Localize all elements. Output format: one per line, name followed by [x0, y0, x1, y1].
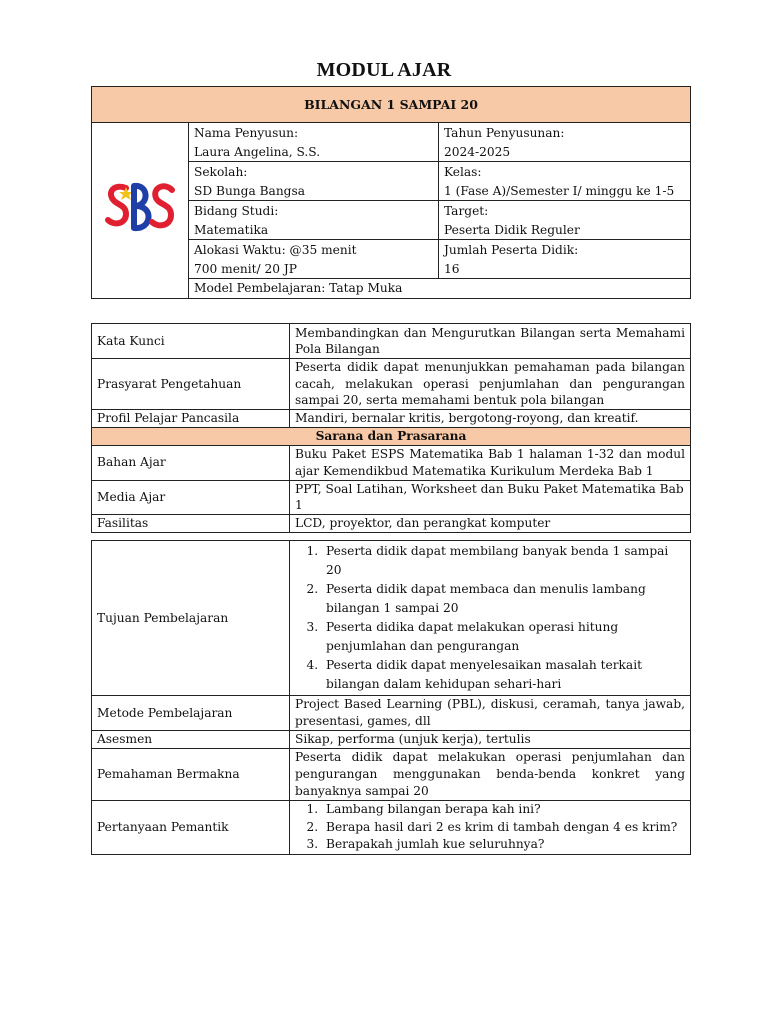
learning-table: [91, 540, 691, 855]
prasyarat-value: Peserta didik dapat menunjukkan pemahaman pada bilangan cacah, melakukan operasi penjumlahan dan pengurangan sampai 20, serta memahami bentuk pola bilangan: [290, 359, 691, 410]
pemahaman-value: Peserta didik dapat melakukan operasi penjumlahan dan pengurangan menggunakan benda-benda konkret yang banyaknya sampai 20: [290, 749, 691, 801]
metode-value: Project Based Learning (PBL), diskusi, ceramah, tanya jawab, presentasi, games, dll: [290, 696, 691, 731]
sekolah-value: SD Bunga Bangsa: [194, 183, 305, 198]
tujuan-item: 2. Peserta didik dapat membaca dan menulis lambang bilangan 1 sampai 20: [322, 580, 685, 618]
media-value: PPT, Soal Latihan, Worksheet dan Buku Paket Matematika Bab 1: [290, 480, 691, 514]
tahun-label: Tahun Penyusunan:: [444, 126, 565, 140]
alokasi-label: Alokasi Waktu: @35 menit: [194, 243, 357, 257]
kelas-value: 1 (Fase A)/Semester I/ minggu ke 1-5: [444, 183, 675, 198]
jumlah-cell: [439, 240, 691, 279]
tahun-value: 2024-2025: [444, 144, 511, 159]
topic-band: BILANGAN 1 SAMPAI 20: [92, 87, 691, 123]
sarana-heading: Sarana dan Prasarana: [92, 427, 691, 445]
bahan-value: Buku Paket ESPS Matematika Bab 1 halaman 1-32 dan modul ajar Kemendikbud Matematika Kurikulum Merdeka Bab 1: [290, 445, 691, 480]
pertanyaan-list: [295, 801, 685, 854]
sbs-logo-icon: [104, 178, 176, 238]
kata-kunci-label: Kata Kunci: [92, 324, 290, 359]
metode-label: Metode Pembelajaran: [92, 696, 290, 731]
bidang-value: Matematika: [194, 222, 269, 237]
bidang-label: Bidang Studi:: [194, 204, 279, 218]
kelas-label: Kelas:: [444, 165, 482, 179]
alokasi-value: 700 menit/ 20 JP: [194, 261, 297, 276]
asesmen-value: Sikap, performa (unjuk kerja), tertulis: [290, 731, 691, 749]
info-table: [91, 323, 691, 533]
asesmen-label: Asesmen: [92, 731, 290, 749]
penyusun-cell: [189, 123, 439, 162]
tujuan-item: 3. Peserta didika dapat melakukan operasi hitung penjumlahan dan pengurangan: [322, 618, 685, 656]
jumlah-value: 16: [444, 261, 460, 276]
tujuan-item: 4. Peserta didik dapat menyelesaikan masalah terkait bilangan dalam kehidupan sehari-hari: [322, 656, 685, 694]
target-label: Target:: [444, 204, 489, 218]
alokasi-cell: [189, 240, 439, 279]
jumlah-label: Jumlah Peserta Didik:: [444, 243, 579, 257]
sekolah-cell: [189, 162, 439, 201]
penyusun-value: Laura Angelina, S.S.: [194, 144, 321, 159]
profil-label: Profil Pelajar Pancasila: [92, 409, 290, 427]
profil-value: Mandiri, bernalar kritis, bergotong-royong, dan kreatif.: [290, 409, 691, 427]
kata-kunci-value: Membandingkan dan Mengurutkan Bilangan serta Memahami Pola Bilangan: [290, 324, 691, 359]
document-title: MODUL AJAR: [316, 59, 452, 81]
target-cell: [439, 201, 691, 240]
tujuan-list: [295, 542, 685, 694]
header-table: [91, 86, 691, 299]
pemahaman-label: Pemahaman Bermakna: [92, 749, 290, 801]
school-logo: [92, 123, 189, 299]
pertanyaan-label: Pertanyaan Pemantik: [92, 801, 290, 855]
target-value: Peserta Didik Reguler: [444, 222, 580, 237]
fasilitas-value: LCD, proyektor, dan perangkat komputer: [290, 514, 691, 532]
pertanyaan-cell: [290, 801, 691, 855]
kelas-cell: [439, 162, 691, 201]
bahan-label: Bahan Ajar: [92, 445, 290, 480]
tahun-cell: [439, 123, 691, 162]
penyusun-label: Nama Penyusun:: [194, 126, 299, 140]
tujuan-item: 1. Peserta didik dapat membilang banyak benda 1 sampai 20: [322, 542, 685, 580]
prasyarat-label: Prasyarat Pengetahuan: [92, 359, 290, 410]
pertanyaan-item: 1. Lambang bilangan berapa kah ini?: [322, 801, 685, 819]
media-label: Media Ajar: [92, 480, 290, 514]
bidang-cell: [189, 201, 439, 240]
tujuan-cell: [290, 541, 691, 696]
fasilitas-label: Fasilitas: [92, 514, 290, 532]
pertanyaan-item: 2. Berapa hasil dari 2 es krim di tambah dengan 4 es krim?: [322, 819, 685, 837]
tujuan-label: Tujuan Pembelajaran: [92, 541, 290, 696]
model-pembelajaran: Model Pembelajaran: Tatap Muka: [189, 279, 691, 299]
sekolah-label: Sekolah:: [194, 165, 248, 179]
pertanyaan-item: 3. Berapakah jumlah kue seluruhnya?: [322, 836, 685, 854]
